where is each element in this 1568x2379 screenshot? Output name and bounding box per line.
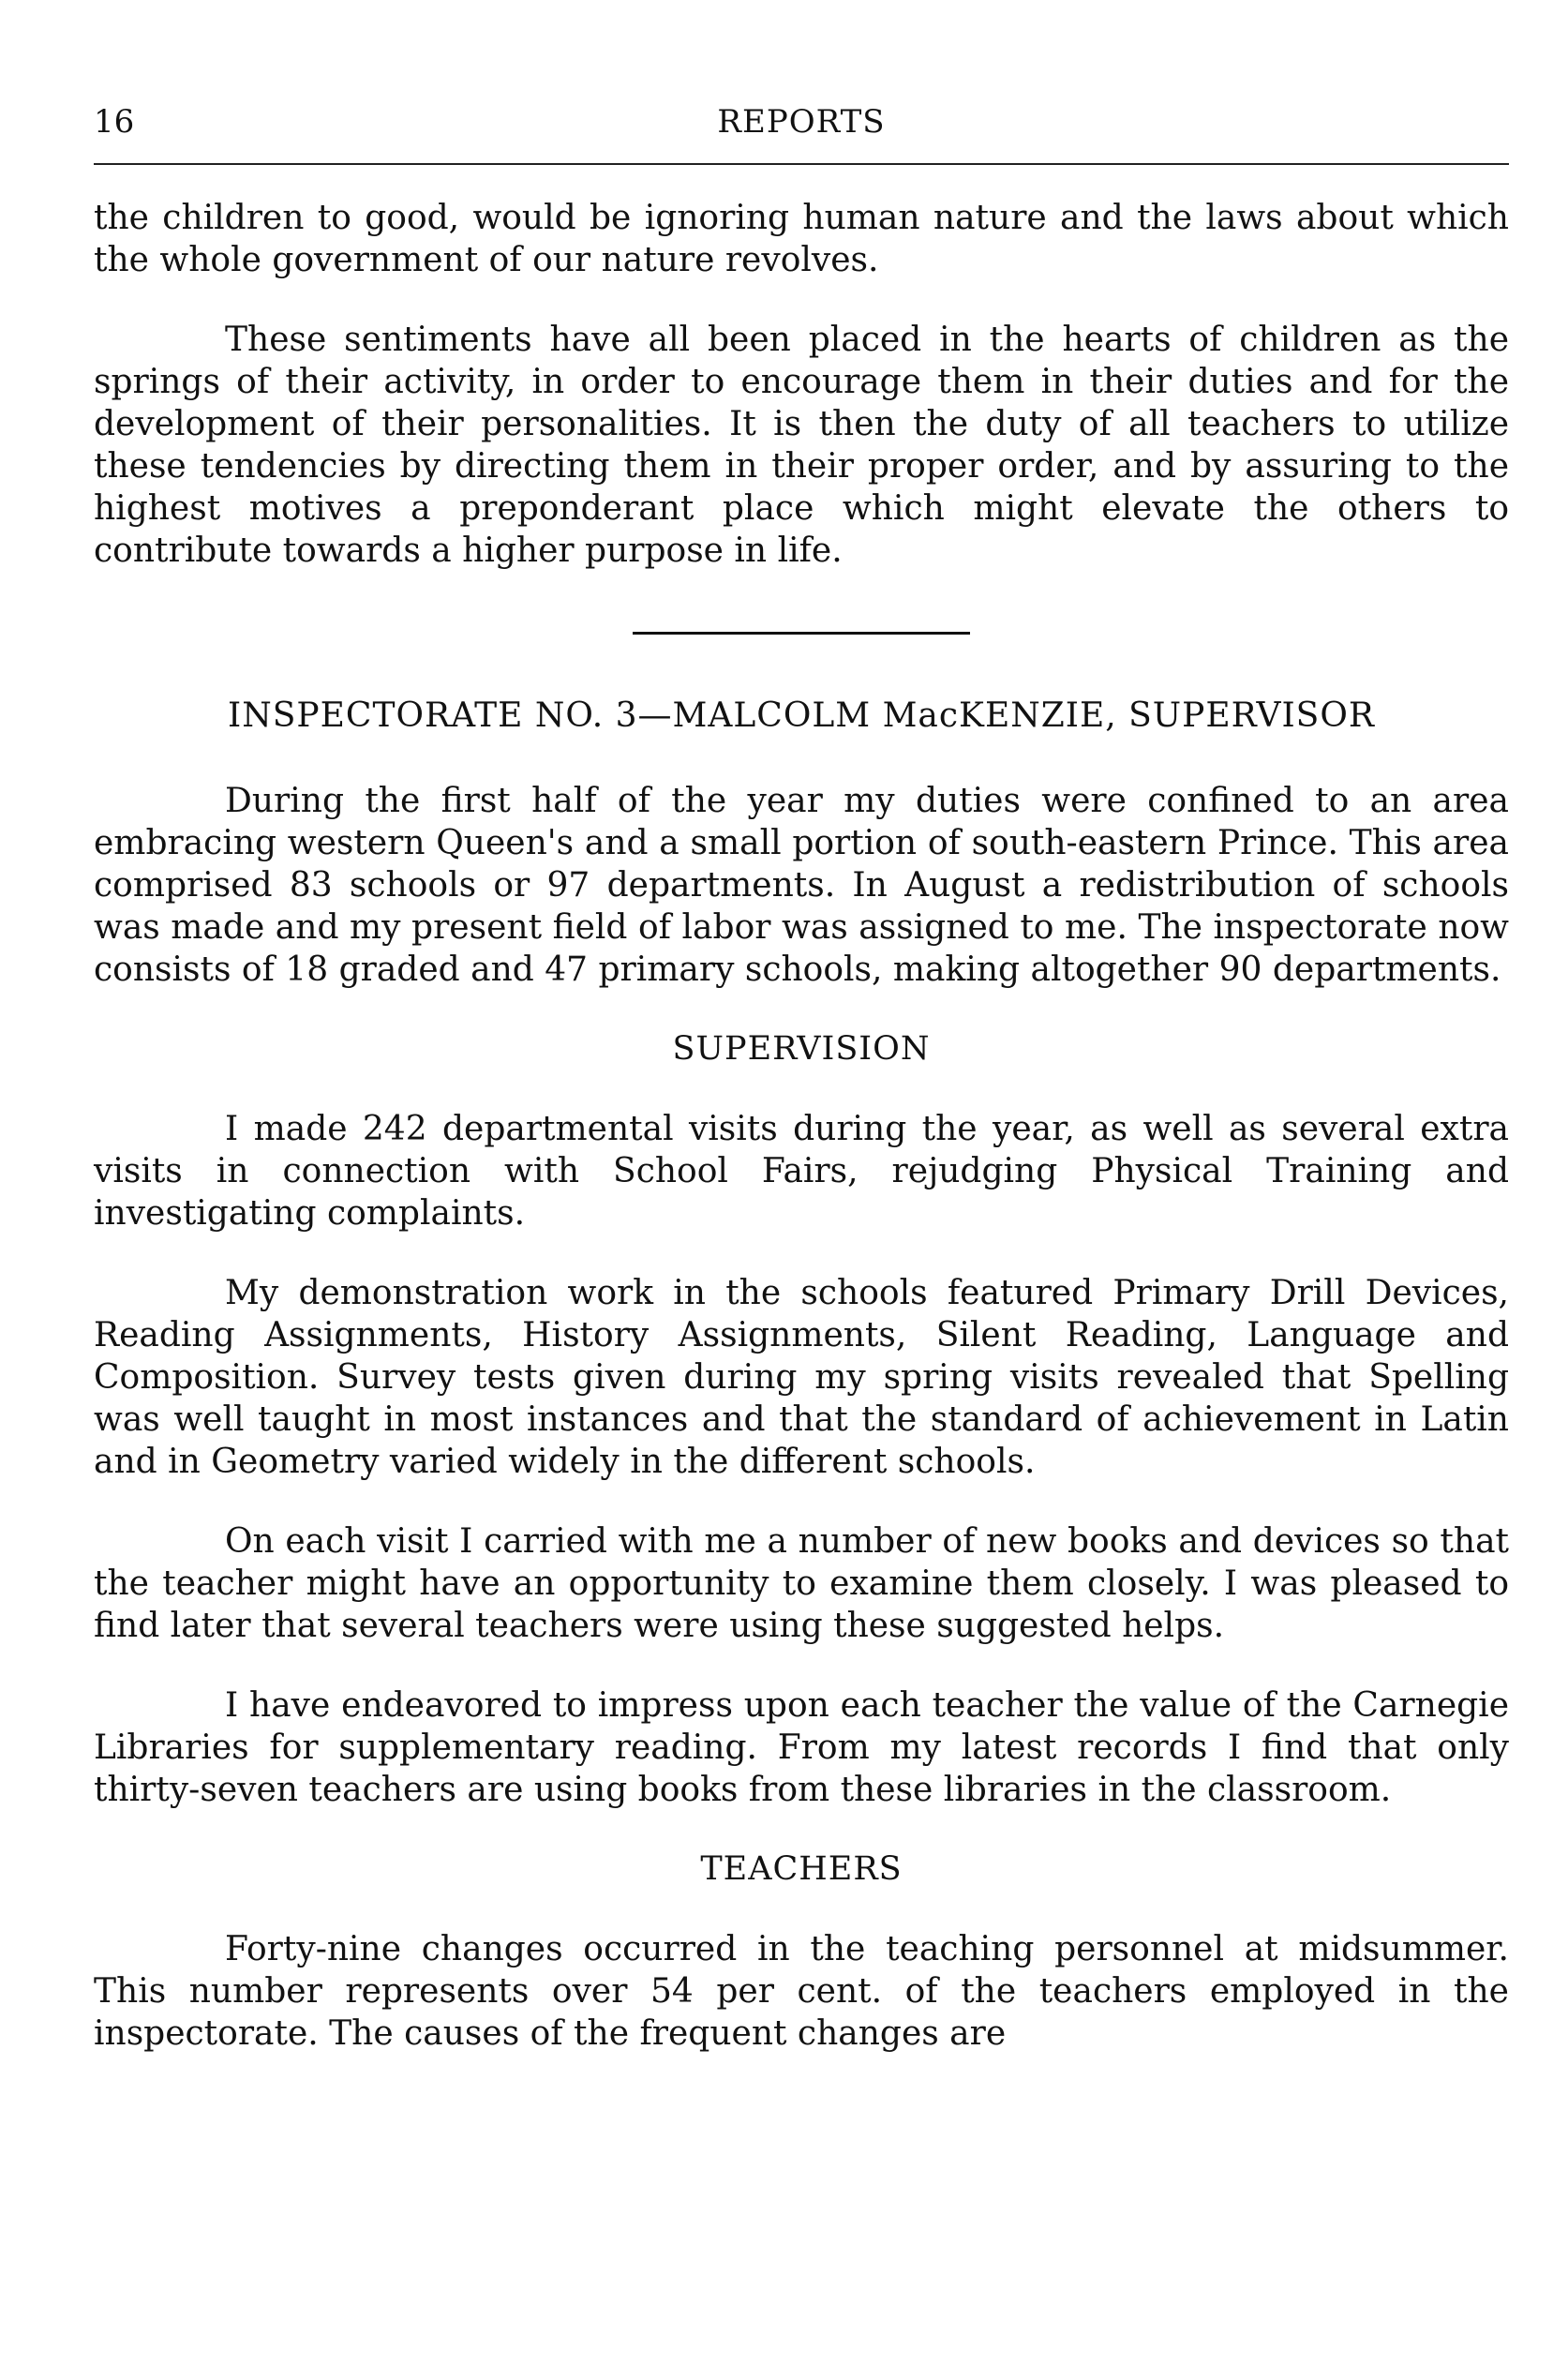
continued-paragraph: the children to good, would be ignoring human nature and the laws about which the whole government of our nature revolves.: [94, 199, 1509, 279]
header-rule: [94, 163, 1509, 165]
new-books-paragraph: On each visit I carried with me a number of new books and devices so that the teacher might have an opportunity to examine them closely. I was pleased to find later that several teachers were using these suggested helps.: [94, 1522, 1509, 1645]
libraries-paragraph: I have endeavored to impress upon each teacher the value of the Carnegie Libraries for supplementary reading. From my latest records I find that only thirty-seven teachers are using books from these libraries in the classroom.: [94, 1686, 1509, 1809]
running-title: REPORTS: [717, 103, 886, 141]
visits-paragraph: I made 242 departmental visits during the year, as well as several extra visits in connection with School Fairs, rejudging Physical Training and investigating complaints.: [94, 1110, 1509, 1233]
section-divider: [633, 632, 970, 635]
supervision-heading: SUPERVISION: [672, 1030, 931, 1068]
teachers-heading: TEACHERS: [700, 1850, 903, 1888]
running-header: [94, 103, 1509, 146]
inspectorate-title: INSPECTORATE NO. 3—MALCOLM MacKENZIE, SUPERVISOR: [228, 696, 1375, 735]
sentiments-paragraph: These sentiments have all been placed in the hearts of children as the springs of their activity, in order to encourage them in their duties and for the development of their personalities. It is then the duty of all teachers to utilize these tendencies by directing them in their proper order, and by assuring to the highest motives a preponderant place which might elevate the others to contribute towards a higher purpose in life.: [94, 321, 1509, 570]
demonstration-paragraph: My demonstration work in the schools featured Primary Drill Devices, Reading Assignments, History Assignments, Silent Reading, Language and Composition. Survey tests given during my spring visits revealed that Spelling was well taught in most instances and that the standard of achievement in Latin and in Geometry varied widely in the different schools.: [94, 1274, 1509, 1481]
page-number: 16: [94, 103, 135, 141]
teachers-paragraph: Forty-nine changes occurred in the teaching personnel at midsummer. This number represents over 54 per cent. of the teachers employed in the inspectorate. The causes of the frequent changes are: [94, 1930, 1509, 2053]
document-page: [94, 103, 1509, 2055]
inspectorate-intro-paragraph: During the first half of the year my duties were confined to an area embracing western Queen's and a small portion of south-eastern Prince. This area comprised 83 schools or 97 departments. In August a redistribution of schools was made and my present field of labor was assigned to me. The inspectorate now consists of 18 graded and 47 primary schools, making altogether 90 departments.: [94, 782, 1509, 989]
